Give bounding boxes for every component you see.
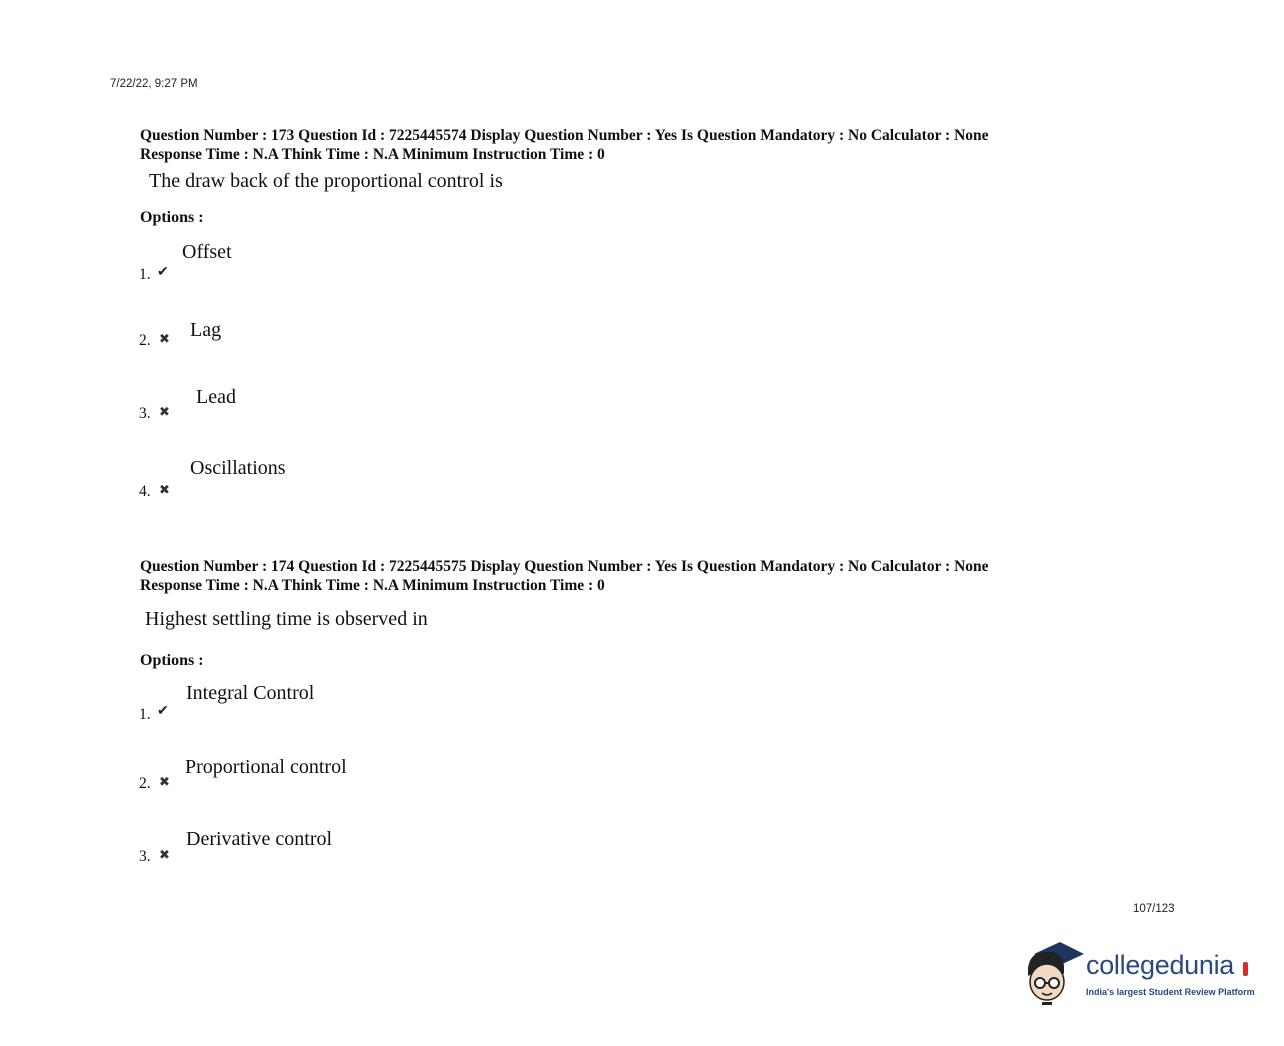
page-number: 107/123 bbox=[1133, 903, 1175, 915]
brand-tagline: India's largest Student Review Platform bbox=[1086, 987, 1255, 997]
option-number: 3. bbox=[139, 405, 151, 422]
option-number: 4. bbox=[139, 483, 151, 500]
cross-icon: ✖ bbox=[159, 404, 170, 419]
question-text: The draw back of the proportional control is bbox=[149, 170, 503, 192]
print-timestamp: 7/22/22, 9:27 PM bbox=[110, 78, 198, 90]
option-text: Offset bbox=[182, 241, 232, 263]
option-text: Derivative control bbox=[186, 828, 333, 850]
option-text: Oscillations bbox=[190, 457, 286, 479]
cross-icon: ✖ bbox=[159, 331, 170, 346]
brand-name: collegedunia bbox=[1086, 950, 1235, 980]
option-text: Lead bbox=[196, 386, 236, 408]
option-number: 2. bbox=[139, 775, 151, 792]
check-icon: ✔ bbox=[157, 265, 169, 280]
question-meta-line2: Response Time : N.A Think Time : N.A Minimum Instruction Time : 0 bbox=[140, 577, 605, 594]
mascot-logo-icon bbox=[1024, 940, 1086, 1008]
question-text: Highest settling time is observed in bbox=[145, 608, 428, 630]
brand-accent bbox=[1243, 962, 1248, 976]
option-number: 3. bbox=[139, 848, 151, 865]
question-meta-line1: Question Number : 174 Question Id : 7225445575 Display Question Number : Yes Is Question Mandatory : No Calculator : None bbox=[140, 558, 989, 575]
option-text: Integral Control bbox=[186, 682, 315, 704]
cross-icon: ✖ bbox=[159, 482, 170, 497]
option-number: 2. bbox=[139, 332, 151, 349]
question-meta-line2: Response Time : N.A Think Time : N.A Minimum Instruction Time : 0 bbox=[140, 146, 605, 163]
options-label: Options : bbox=[140, 209, 204, 226]
cross-icon: ✖ bbox=[159, 847, 170, 862]
question-meta-line1: Question Number : 173 Question Id : 7225445574 Display Question Number : Yes Is Question Mandatory : No Calculator : None bbox=[140, 127, 989, 144]
option-text: Proportional control bbox=[185, 756, 347, 778]
check-icon: ✔ bbox=[157, 704, 169, 719]
option-number: 1. bbox=[139, 706, 151, 723]
option-text: Lag bbox=[190, 319, 222, 341]
option-number: 1. bbox=[139, 266, 151, 283]
options-label: Options : bbox=[140, 652, 204, 669]
cross-icon: ✖ bbox=[159, 774, 170, 789]
